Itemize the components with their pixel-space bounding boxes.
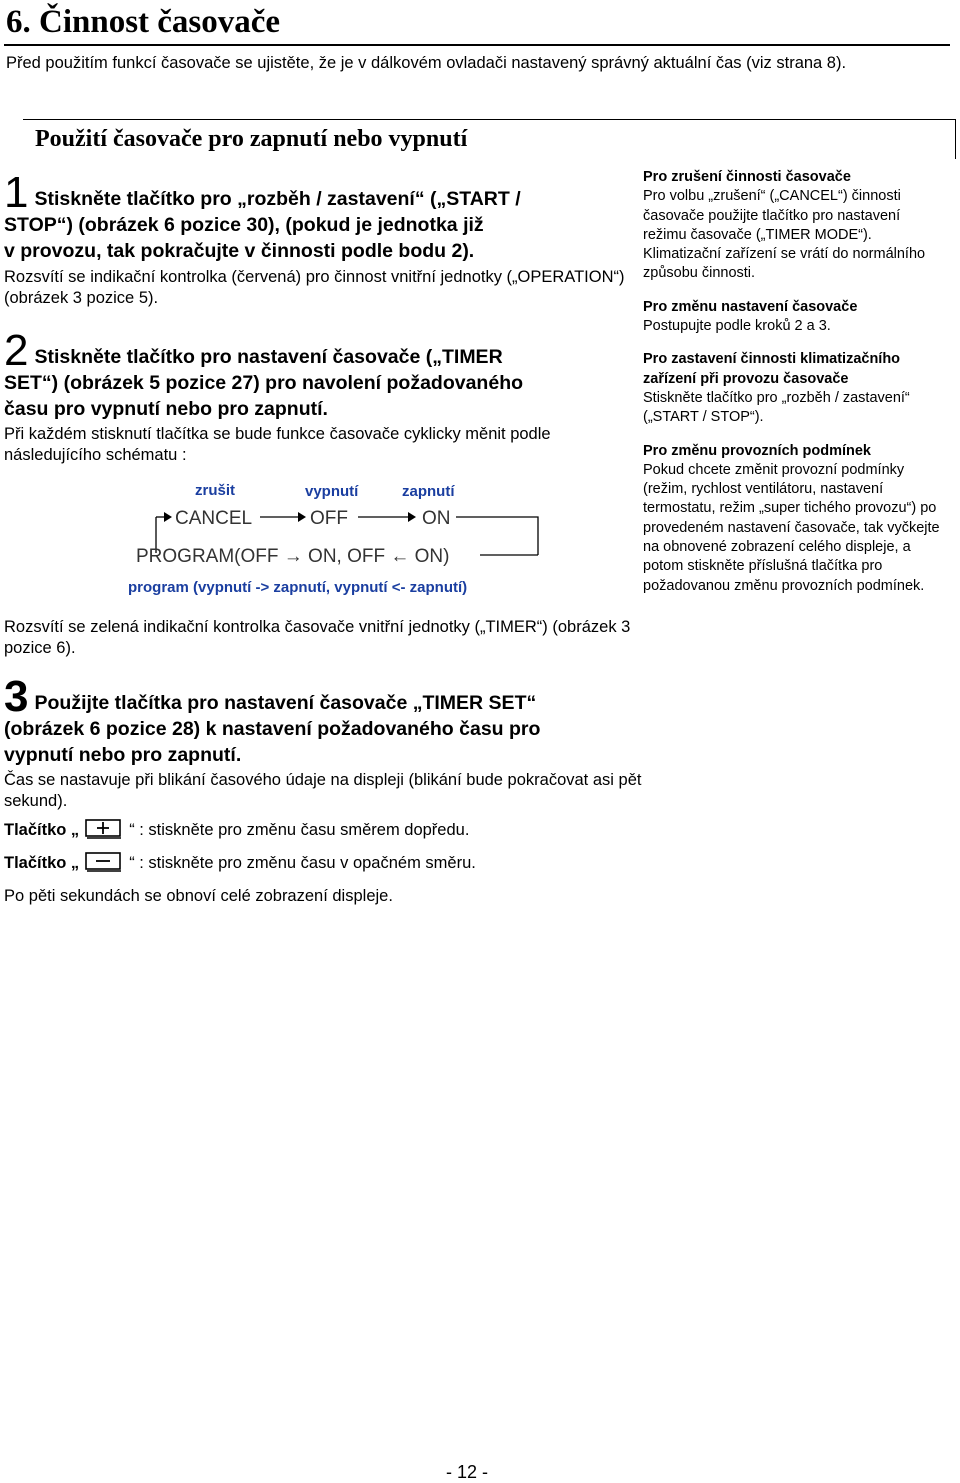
plus-key-line: Tlačítko „ “ : stiskněte pro změnu času směrem dopředu. <box>4 816 644 849</box>
step-3-number: 3 <box>4 672 29 721</box>
diagram-program: PROGRAM(OFF → ON, OFF ← ON) <box>136 546 450 567</box>
step-3: 3 Použijte tlačítka pro nastavení časovače „TIMER SET“ (obrázek 6 pozice 28) k nastavení požadovaného času pro vypnutí nebo pro zapnutí. Čas se nastavuje při blikání časového údaje na displeji (blikání bude pokračovat asi pět sekund). Tlačítko „ “ : stiskněte pro změnu času směrem dopředu. Tlačítko „ “ : stiskněte pro změnu času v opačném směru. <box>4 682 644 882</box>
page-title: 6. Činnost časovače <box>6 4 281 40</box>
step-1-body: Rozsvítí se indikační kontrolka (červená) pro činnost vnitřní jednotky („OPERATION“) (obrázek 3 pozice 5). <box>4 268 625 307</box>
note-change-heading: Pro změnu nastavení časovače <box>643 298 858 315</box>
title-rule <box>4 44 950 46</box>
step-3-heading: 3 Použijte tlačítka pro nastavení časovače „TIMER SET“ <box>4 672 537 721</box>
step-2-heading: 2 Stiskněte tlačítko pro nastavení časovače („TIMER <box>4 326 503 375</box>
section-title: Použití časovače pro zapnutí nebo vypnutí <box>35 126 468 152</box>
page-number: - 12 - <box>446 1462 489 1482</box>
diagram-label-off: vypnutí <box>305 483 359 500</box>
note-stop-body: Stiskněte tlačítko pro „rozběh / zastavení“ („START / STOP“). <box>643 389 910 426</box>
step-2-number: 2 <box>4 326 29 375</box>
minus-key-line: Tlačítko „ “ : stiskněte pro změnu času v opačném směru. <box>4 849 644 882</box>
step-1-number: 1 <box>4 168 29 217</box>
diagram-cancel: CANCEL <box>175 508 253 529</box>
arrow-head-icon <box>164 512 172 522</box>
step-2-body: Při každém stisknutí tlačítka se bude funkce časovače cyklicky měnit podle následujícího schématu : <box>4 425 551 464</box>
sidebar-notes <box>643 168 943 610</box>
diagram-label-cancel: zrušit <box>195 482 236 499</box>
step-1: 1 Stiskněte tlačítko pro „rozběh / zastavení“ („START / STOP“) (obrázek 6 pozice 30), (pokud je jednotka již v provozu, tak pokračujte v činnosti podle bodu 2). Rozsvítí se indikační kontrolka (červená) pro činnost vnitřní jednotky („OPERATION“) (obrázek 3 pozice 5). <box>4 178 634 309</box>
diagram-on: ON <box>422 508 451 529</box>
note-conditions-heading: Pro změnu provozních podmínek <box>643 442 871 459</box>
note-cancel-heading: Pro zrušení činnosti časovače <box>643 169 851 185</box>
diagram-right-line <box>456 517 538 555</box>
diagram-program-label: program (vypnutí -> zapnutí, vypnutí <- zapnutí) <box>128 579 468 596</box>
timer-cycle-svg <box>120 475 550 600</box>
note-cancel-body: Pro volbu „zrušení“ („CANCEL“) činnosti časovače použijte tlačítko pro nastavení režimu časovače („TIMER MODE“). Klimatizační zařízení se vrátí do normálního způsobu činnosti. <box>643 188 926 282</box>
step-3-body: Čas se nastavuje při blikání časového údaje na displeji (blikání bude pokračovat asi pět sekund). <box>4 771 642 810</box>
step-1-heading: 1 Stiskněte tlačítko pro „rozběh / zastavení“ („START / <box>4 168 521 217</box>
note-change <box>643 298 943 337</box>
note-stop-heading: Pro zastavení činnosti klimatizačního zařízení při provozu časovače <box>643 351 901 387</box>
note-stop <box>643 350 943 427</box>
minus-key-icon <box>83 851 125 882</box>
note-change-body: Postupujte podle kroků 2 a 3. <box>643 318 831 335</box>
after-diagram-text: Rozsvítí se zelená indikační kontrolka časovače vnitřní jednotky („TIMER“) (obrázek 3 pozice 6). <box>4 618 631 657</box>
note-cancel <box>643 168 943 284</box>
note-conditions-body: Pokud chcete změnit provozní podmínky (režim, rychlost ventilátoru, nastavení termostatu, režim „super tichého provozu“) po provedeném nastavení časovače, tak vyčkejte na obnovené zobrazení celého displeje, a potom stiskněte příslušná tlačítka pro požadovanou změnu provozních podmínek. <box>643 461 940 594</box>
note-conditions <box>643 442 943 596</box>
diagram-label-on: zapnutí <box>402 483 455 500</box>
timer-cycle-diagram <box>120 475 550 605</box>
step-2: 2 Stiskněte tlačítko pro nastavení časovače („TIMER SET“) (obrázek 5 pozice 27) pro navolení požadovaného času pro vypnutí nebo pro zapnutí. Při každém stisknutí tlačítka se bude funkce časovače cyklicky měnit podle následujícího schématu : <box>4 336 634 466</box>
arrow-head-icon <box>298 512 306 522</box>
intro-text: Před použitím funkcí časovače se ujistěte, že je v dálkovém ovladači nastavený správný aktuální čas (viz strana 8). <box>6 54 847 72</box>
plus-key-icon <box>83 818 125 849</box>
footer-note: Po pěti sekundách se obnoví celé zobrazení displeje. <box>4 887 393 905</box>
arrow-head-icon <box>408 512 416 522</box>
diagram-off: OFF <box>310 508 348 529</box>
